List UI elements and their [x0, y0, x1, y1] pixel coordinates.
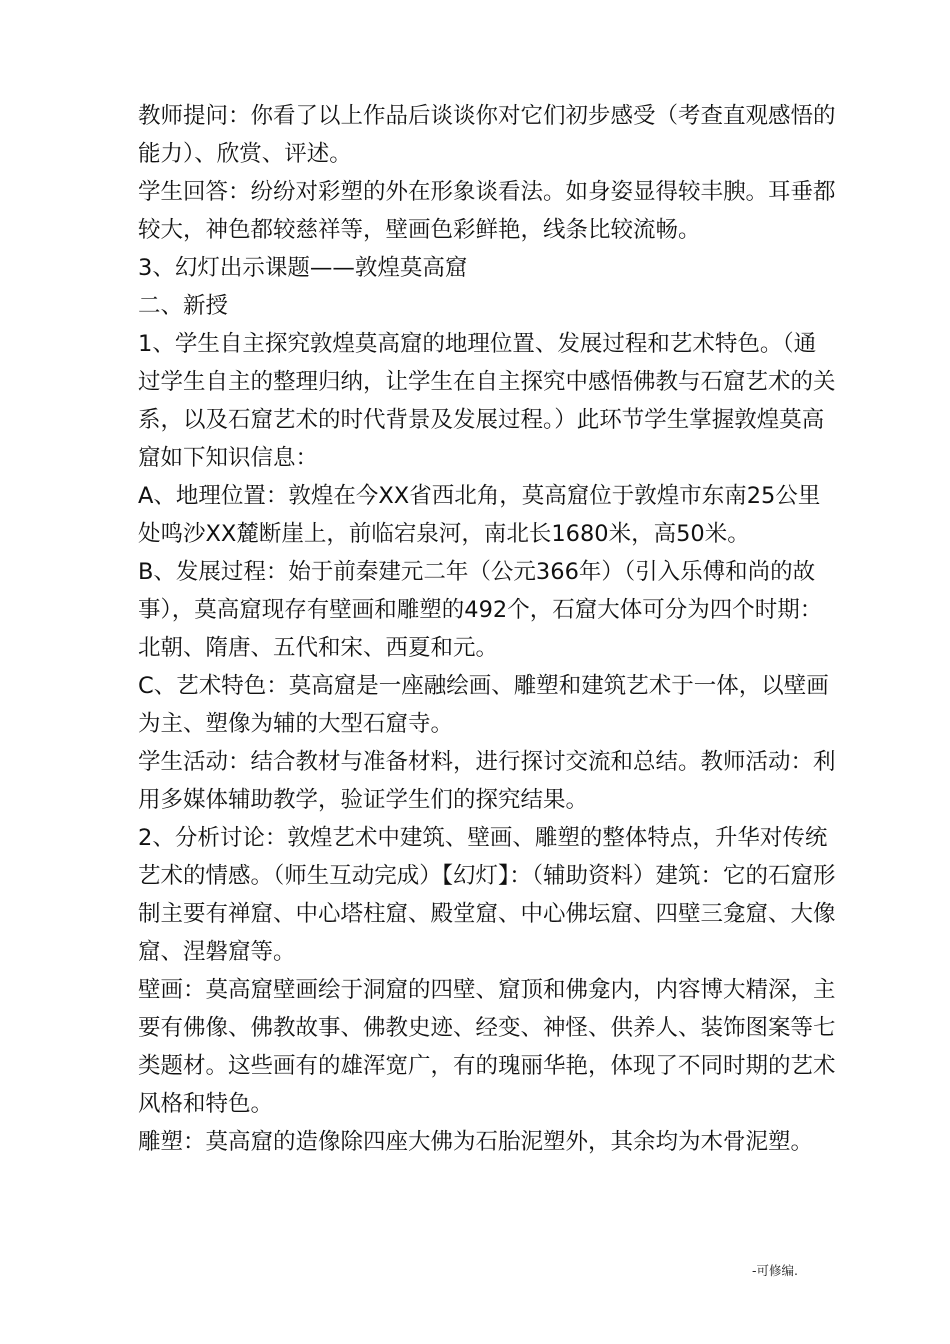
paragraph-art-features: C、艺术特色：莫高窟是一座融绘画、雕塑和建筑艺术于一体，以壁画为主、塑像为辅的大型石窟寺。 — [138, 673, 829, 737]
paragraph-murals: 壁画：莫高窟壁画绘于洞窟的四壁、窟顶和佛龛内，内容博大精深，主要有佛像、佛教故事、佛教史迹、经变、神怪、供养人、装饰图案等七类题材。这些画有的雄浑宽广，有的瑰丽华艳，体现了不同时期的艺术风格和特色。 — [138, 977, 836, 1117]
paragraph-slide-topic: 3、幻灯出示课题——敦煌莫高窟 — [138, 255, 468, 281]
paragraph-student-activity: 学生活动：结合教材与准备材料，进行探讨交流和总结。教师活动：利用多媒体辅助教学，验证学生们的探究结果。 — [138, 749, 836, 813]
page-footer-note: -可修编. — [752, 1263, 798, 1278]
section-heading-new-lesson: 二、新授 — [138, 293, 229, 319]
document-body — [138, 97, 838, 1161]
paragraph-student-answer: 学生回答：纷纷对彩塑的外在形象谈看法。如身姿显得较丰腴。耳垂都较大，神色都较慈祥等，壁画色彩鲜艳，线条比较流畅。 — [138, 179, 836, 243]
paragraph-analysis-discussion: 2、分析讨论：敦煌艺术中建筑、壁画、雕塑的整体特点，升华对传统艺术的情感。（师生互动完成）【幻灯】：（辅助资料）建筑：它的石窟形制主要有禅窟、中心塔柱窟、殿堂窟、中心佛坛窟、四壁三龛窟、大像窟、涅磐窟等。 — [138, 825, 836, 965]
paragraph-teacher-question: 教师提问：你看了以上作品后谈谈你对它们初步感受（考查直观感悟的能力）、欣赏、评述。 — [138, 103, 836, 167]
paragraph-sculpture: 雕塑：莫高窟的造像除四座大佛为石胎泥塑外，其余均为木骨泥塑。 — [138, 1129, 814, 1155]
paragraph-self-exploration: 1、学生自主探究敦煌莫高窟的地理位置、发展过程和艺术特色。（通过学生自主的整理归纳，让学生在自主探究中感悟佛教与石窟艺术的关系，以及石窟艺术的时代背景及发展过程。）此环节学生掌握敦煌莫高窟如下知识信息： — [138, 331, 836, 471]
paragraph-development: B、发展过程：始于前秦建元二年（公元366年）（引入乐傅和尚的故事），莫高窟现存有壁画和雕塑的492个，石窟大体可分为四个时期：北朝、隋唐、五代和宋、西夏和元。 — [138, 559, 823, 661]
paragraph-geography: A、地理位置：敦煌在今XX省西北角，莫高窟位于敦煌市东南25公里处鸣沙XX麓断崖上，前临宕泉河，南北长1680米，高50米。 — [138, 483, 821, 547]
